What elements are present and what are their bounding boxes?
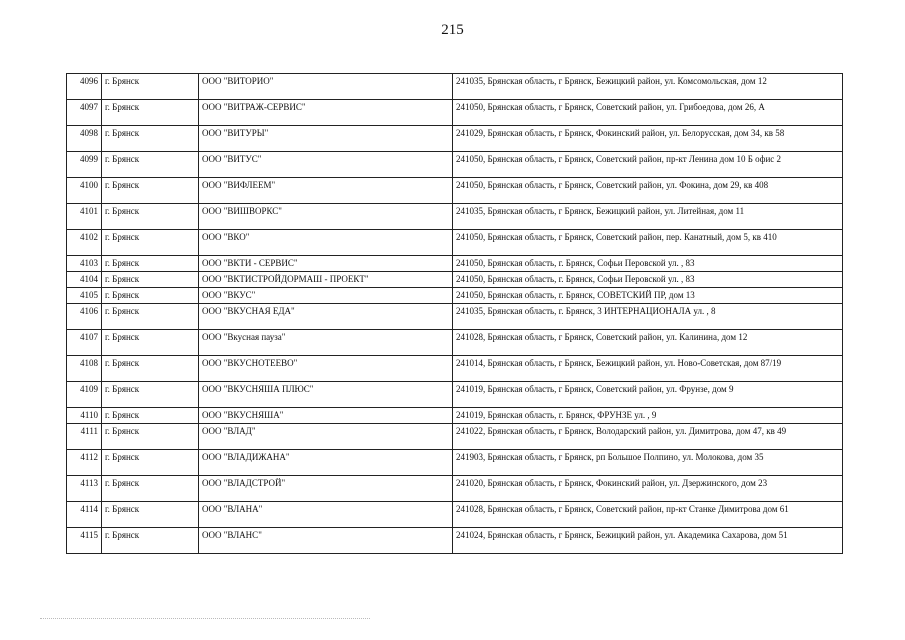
row-number: 4105 — [67, 288, 102, 304]
row-organization: ООО "ВКО" — [199, 230, 453, 256]
table-row — [67, 100, 843, 126]
row-city: г. Брянск — [102, 330, 199, 356]
table-row — [67, 272, 843, 288]
row-address: 241022, Брянская область, г Брянск, Володарский район, ул. Димитрова, дом 47, кв 49 — [453, 424, 843, 450]
row-city: г. Брянск — [102, 382, 199, 408]
row-city: г. Брянск — [102, 272, 199, 288]
row-city: г. Брянск — [102, 126, 199, 152]
row-organization: ООО "ВКТИ - СЕРВИС" — [199, 256, 453, 272]
row-city: г. Брянск — [102, 100, 199, 126]
row-number: 4115 — [67, 528, 102, 554]
table-row — [67, 424, 843, 450]
row-organization: ООО "ВИТУРЫ" — [199, 126, 453, 152]
row-number: 4107 — [67, 330, 102, 356]
row-city: г. Брянск — [102, 424, 199, 450]
row-city: г. Брянск — [102, 528, 199, 554]
table-row — [67, 408, 843, 424]
row-number: 4106 — [67, 304, 102, 330]
row-organization: ООО "ВКУСНЯША ПЛЮС" — [199, 382, 453, 408]
table-row — [67, 230, 843, 256]
row-number: 4102 — [67, 230, 102, 256]
table-row — [67, 450, 843, 476]
table-row — [67, 528, 843, 554]
table-row — [67, 502, 843, 528]
row-organization: ООО "ВКУС" — [199, 288, 453, 304]
row-address: 241019, Брянская область, г Брянск, Советский район, ул. Фрунзе, дом 9 — [453, 382, 843, 408]
row-number: 4111 — [67, 424, 102, 450]
table-row — [67, 74, 843, 100]
page-number: 215 — [441, 22, 464, 38]
table-row — [67, 330, 843, 356]
row-number: 4113 — [67, 476, 102, 502]
row-number: 4098 — [67, 126, 102, 152]
table-row — [67, 356, 843, 382]
table-row — [67, 126, 843, 152]
row-number: 4097 — [67, 100, 102, 126]
row-city: г. Брянск — [102, 256, 199, 272]
row-city: г. Брянск — [102, 408, 199, 424]
row-number: 4114 — [67, 502, 102, 528]
row-city: г. Брянск — [102, 288, 199, 304]
row-address: 241050, Брянская область, г Брянск, Советский район, ул. Грибоедова, дом 26, А — [453, 100, 843, 126]
row-city: г. Брянск — [102, 74, 199, 100]
row-address: 241050, Брянская область, г. Брянск, Софьи Перовской ул. , 83 — [453, 256, 843, 272]
row-city: г. Брянск — [102, 450, 199, 476]
table-row — [67, 256, 843, 272]
row-city: г. Брянск — [102, 304, 199, 330]
row-organization: ООО "ВИФЛЕЕМ" — [199, 178, 453, 204]
row-city: г. Брянск — [102, 230, 199, 256]
row-organization: ООО "ВИТУС" — [199, 152, 453, 178]
row-number: 4104 — [67, 272, 102, 288]
row-organization: ООО "ВЛАД" — [199, 424, 453, 450]
row-number: 4108 — [67, 356, 102, 382]
row-address: 241019, Брянская область, г. Брянск, ФРУНЗЕ ул. , 9 — [453, 408, 843, 424]
table-row — [67, 288, 843, 304]
row-number: 4112 — [67, 450, 102, 476]
row-organization: ООО "ВКУСНАЯ ЕДА" — [199, 304, 453, 330]
table-row — [67, 152, 843, 178]
row-organization: ООО "ВЛАДИЖАНА" — [199, 450, 453, 476]
row-number: 4100 — [67, 178, 102, 204]
row-address: 241020, Брянская область, г Брянск, Фокинский район, ул. Дзержинского, дом 23 — [453, 476, 843, 502]
row-city: г. Брянск — [102, 204, 199, 230]
scan-artifact-line — [40, 618, 370, 621]
row-city: г. Брянск — [102, 178, 199, 204]
row-city: г. Брянск — [102, 502, 199, 528]
row-number: 4101 — [67, 204, 102, 230]
row-address: 241024, Брянская область, г Брянск, Бежицкий район, ул. Академика Сахарова, дом 51 — [453, 528, 843, 554]
row-address: 241028, Брянская область, г Брянск, Советский район, ул. Калинина, дом 12 — [453, 330, 843, 356]
registry-table — [66, 73, 843, 554]
table-row — [67, 204, 843, 230]
table-row — [67, 178, 843, 204]
row-organization: ООО "ВКТИСТРОЙДОРМАШ - ПРОЕКТ" — [199, 272, 453, 288]
row-address: 241014, Брянская область, г Брянск, Бежицкий район, ул. Ново-Советская, дом 87/19 — [453, 356, 843, 382]
table-row — [67, 382, 843, 408]
row-city: г. Брянск — [102, 152, 199, 178]
row-address: 241050, Брянская область, г Брянск, Советский район, пер. Канатный, дом 5, кв 410 — [453, 230, 843, 256]
row-organization: ООО "ВКУСНОТЕЕВО" — [199, 356, 453, 382]
row-address: 241050, Брянская область, г Брянск, Советский район, ул. Фокина, дом 29, кв 408 — [453, 178, 843, 204]
row-address: 241035, Брянская область, г. Брянск, 3 ИНТЕРНАЦИОНАЛА ул. , 8 — [453, 304, 843, 330]
row-organization: ООО "Вкусная пауза" — [199, 330, 453, 356]
table-row — [67, 476, 843, 502]
row-address: 241050, Брянская область, г. Брянск, СОВЕТСКИЙ ПР, дом 13 — [453, 288, 843, 304]
row-organization: ООО "ВИШВОРКС" — [199, 204, 453, 230]
row-address: 241035, Брянская область, г Брянск, Бежицкий район, ул. Литейная, дом 11 — [453, 204, 843, 230]
row-organization: ООО "ВИТОРИО" — [199, 74, 453, 100]
row-organization: ООО "ВИТРАЖ-СЕРВИС" — [199, 100, 453, 126]
row-organization: ООО "ВКУСНЯША" — [199, 408, 453, 424]
row-number: 4109 — [67, 382, 102, 408]
row-address: 241903, Брянская область, г Брянск, рп Большое Полпино, ул. Молокова, дом 35 — [453, 450, 843, 476]
row-number: 4099 — [67, 152, 102, 178]
row-organization: ООО "ВЛАДСТРОЙ" — [199, 476, 453, 502]
row-address: 241028, Брянская область, г Брянск, Советский район, пр-кт Станке Димитрова дом 61 — [453, 502, 843, 528]
row-city: г. Брянск — [102, 476, 199, 502]
row-organization: ООО "ВЛАНА" — [199, 502, 453, 528]
row-city: г. Брянск — [102, 356, 199, 382]
row-address: 241029, Брянская область, г Брянск, Фокинский район, ул. Белорусская, дом 34, кв 58 — [453, 126, 843, 152]
row-address: 241035, Брянская область, г Брянск, Бежицкий район, ул. Комсомольская, дом 12 — [453, 74, 843, 100]
row-number: 4110 — [67, 408, 102, 424]
row-organization: ООО "ВЛАНС" — [199, 528, 453, 554]
table-row — [67, 304, 843, 330]
row-number: 4103 — [67, 256, 102, 272]
row-address: 241050, Брянская область, г. Брянск, Софьи Перовской ул. , 83 — [453, 272, 843, 288]
row-number: 4096 — [67, 74, 102, 100]
row-address: 241050, Брянская область, г Брянск, Советский район, пр-кт Ленина дом 10 Б офис 2 — [453, 152, 843, 178]
